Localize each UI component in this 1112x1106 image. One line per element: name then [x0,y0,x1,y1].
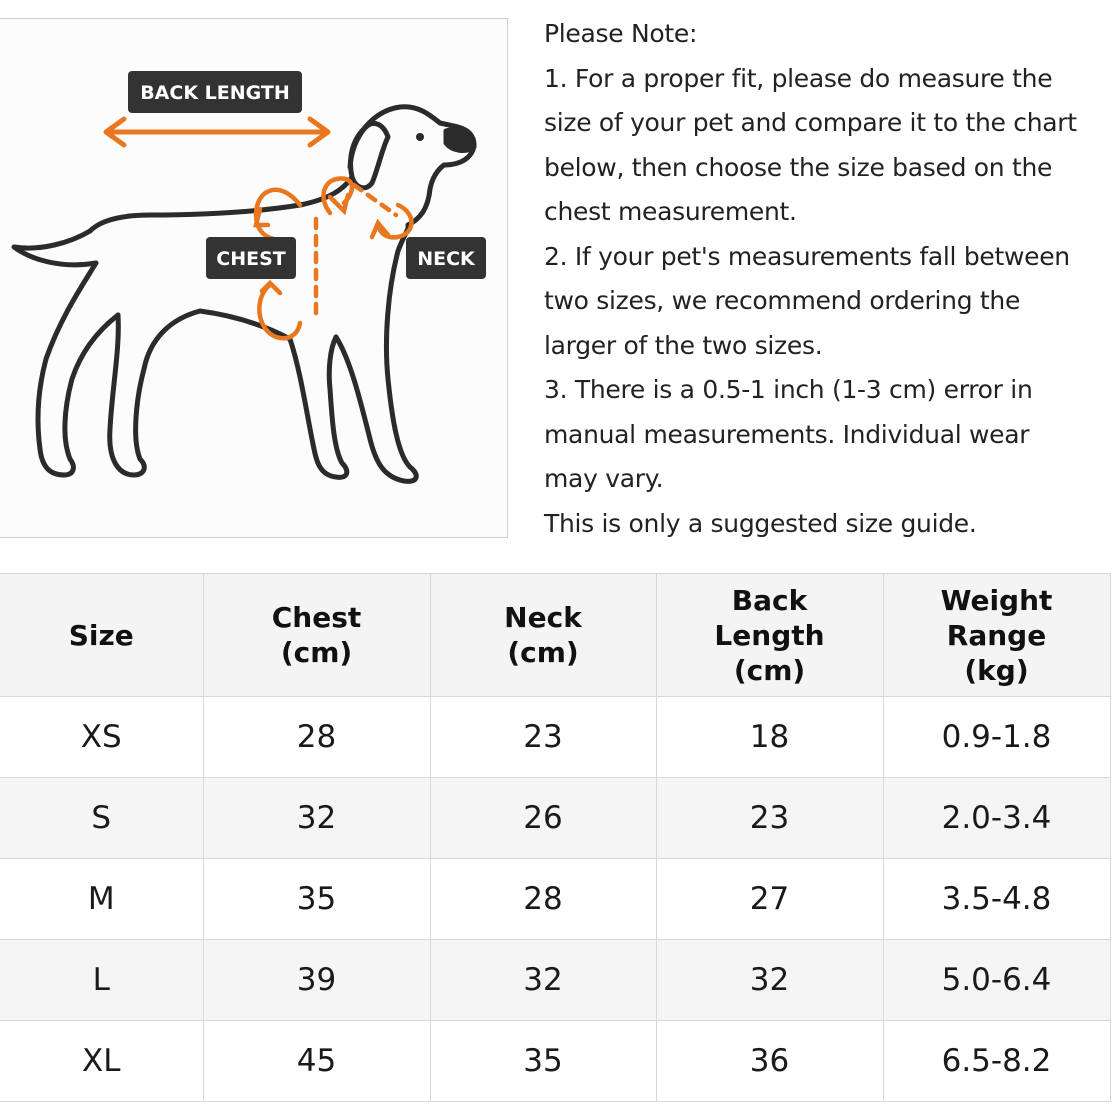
header-back-length: Back Length (cm) [656,574,883,697]
table-row [0,697,1110,778]
cell-weight-range: 2.0-3.4 [883,778,1110,859]
cell-weight-range: 0.9-1.8 [883,697,1110,778]
cell-chest: 35 [203,859,430,940]
table-row [0,859,1110,940]
table-row [0,778,1110,859]
dog-measurement-diagram [0,18,508,538]
dog-illustration [0,19,508,539]
note-line: may vary. [544,464,664,493]
back-length-label: BACK LENGTH [140,82,290,104]
note-line: two sizes, we recommend ordering the [544,286,1021,315]
neck-tag [406,237,486,279]
cell-neck: 28 [430,859,656,940]
cell-neck: 26 [430,778,656,859]
note-line: below, then choose the size based on the [544,152,1053,182]
note-line: chest measurement. [544,197,797,226]
dog-outline-icon [14,107,474,482]
note-line: 3. There is a 0.5-1 inch (1-3 cm) error in [544,375,1033,404]
cell-back-length: 23 [656,778,883,859]
cell-chest: 32 [203,778,430,859]
header-chest: Chest (cm) [203,574,430,697]
cell-chest: 28 [203,697,430,778]
note-line: This is only a suggested size guide. [544,508,977,538]
header-size: Size [0,574,203,697]
cell-weight-range: 5.0-6.4 [883,940,1110,1021]
back-length-arrow-icon [106,119,328,145]
note-line: size of your pet and compare it to the chart [544,108,1077,137]
cell-neck: 23 [430,697,656,778]
cell-size: XS [0,697,203,778]
cell-neck: 35 [430,1021,656,1102]
header-weight-range: Weight Range (kg) [883,574,1110,697]
cell-size: L [0,940,203,1021]
size-chart-table [0,573,1111,1102]
chest-label: CHEST [216,248,286,270]
note-line: 2. If your pet's measurements fall between [544,241,1070,271]
notes-heading: Please Note: [544,19,698,48]
cell-size: XL [0,1021,203,1102]
note-line: manual measurements. Individual wear [544,419,1030,449]
header-neck: Neck (cm) [430,574,656,697]
table-row [0,940,1110,1021]
cell-back-length: 18 [656,697,883,778]
cell-neck: 32 [430,940,656,1021]
cell-back-length: 27 [656,859,883,940]
table-row [0,1021,1110,1102]
cell-weight-range: 3.5-4.8 [883,859,1110,940]
cell-back-length: 36 [656,1021,883,1102]
neck-label: NECK [417,248,475,270]
table-header-row [0,574,1110,697]
chest-tag [206,237,296,279]
cell-weight-range: 6.5-8.2 [883,1021,1110,1102]
cell-size: S [0,778,203,859]
note-line: 1. For a proper fit, please do measure the [544,63,1053,93]
cell-size: M [0,859,203,940]
cell-chest: 39 [203,940,430,1021]
cell-chest: 45 [203,1021,430,1102]
back-length-tag [128,71,302,113]
sizing-notes [544,12,1110,546]
cell-back-length: 32 [656,940,883,1021]
note-line: larger of the two sizes. [544,330,823,360]
